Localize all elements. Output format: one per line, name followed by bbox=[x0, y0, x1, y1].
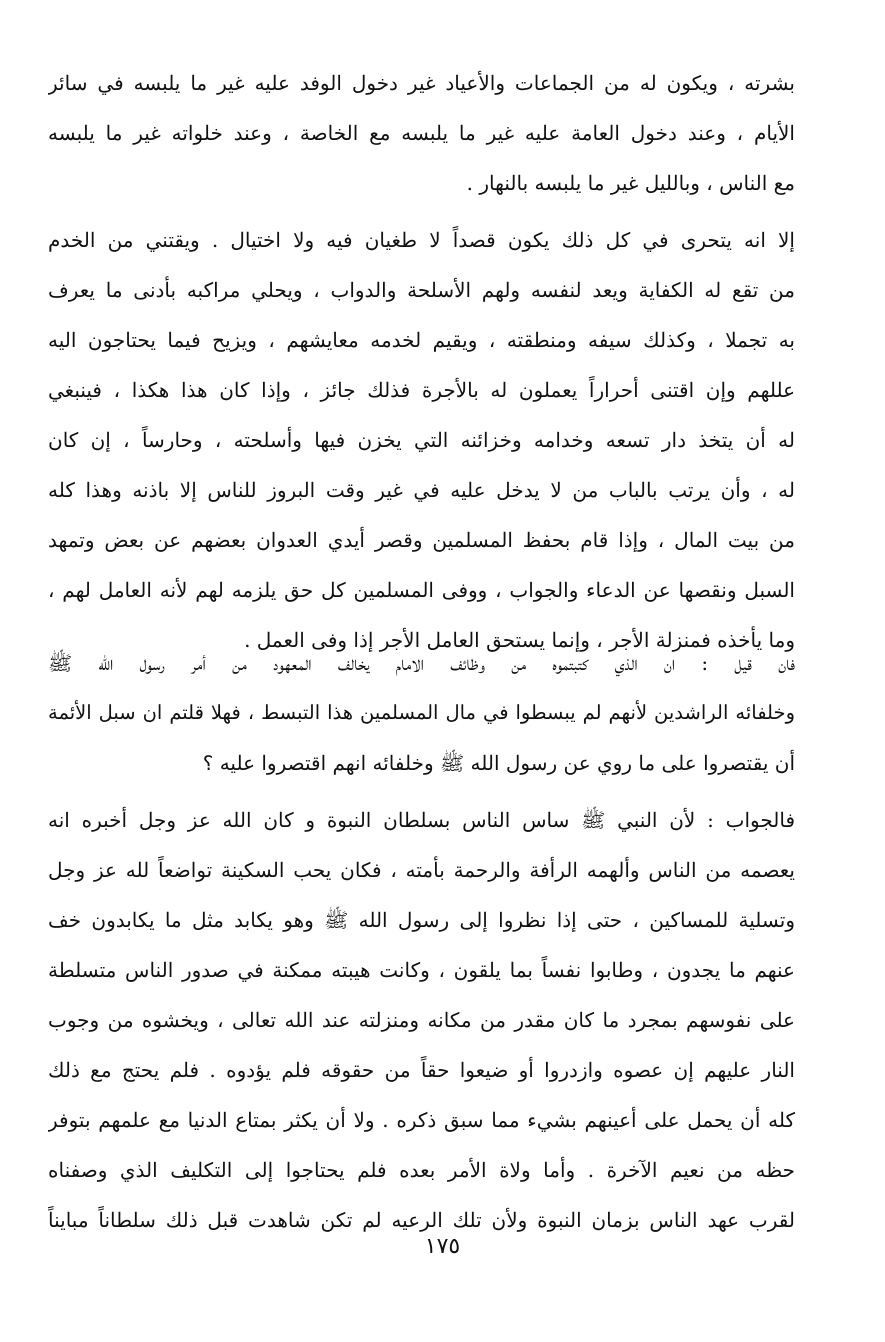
text-line: به تجملا ، وكذلك سيفه ومنطقته ، ويقيم لخدمه معايشهم ، ويزيح فيما يحتاجون اليه bbox=[48, 328, 795, 352]
text-line: لقرب عهد الناس بزمان النبوة ولأن تلك الرعيه لم تكن شاهدت قبل ذلك سلطاناً مبايناً bbox=[48, 1208, 795, 1232]
page-number: ١٧٥ bbox=[424, 1234, 461, 1259]
text-line: من بيت المال ، وإذا قام بحفظ المسلمين وقصر أيدي العدوان بعضهم عن بعض وتمهد bbox=[48, 528, 795, 552]
paragraph-4 bbox=[48, 795, 795, 1245]
text-line: عنهم ما يجدون ، وطابوا نفساً بما يلقون ، وكانت هيبته ممكنة في صدور الناس متسلطة bbox=[48, 958, 795, 982]
paragraph-2 bbox=[48, 215, 795, 665]
text-line: إلا انه يتحرى في كل ذلك يكون قصداً لا طغيان فيه ولا اختيال . ويقتني من الخدم bbox=[48, 228, 795, 252]
text-line: فان قيل : ان الذي كتبتموه من وظائف الامام يخالف المعهود من أمر رسول الله ﷺ bbox=[48, 651, 795, 675]
text-line: يعصمه من الناس وألهمه الرأفة والرحمة بأمته ، فكان يحب السكينة تواضعاً لله عز وجل bbox=[48, 858, 795, 882]
paragraph-3 bbox=[48, 638, 795, 788]
text-line: أن يقتصروا على ما روي عن رسول الله ﷺ وخلفائه انهم اقتصروا عليه ؟ bbox=[202, 751, 795, 775]
text-line: النار عليهم إن عصوه وازدروا أو ضيعوا حقاً من حقوقه فلم يؤدوه . فلم يحتج مع ذلك bbox=[48, 1058, 795, 1082]
text-line: السبل ونقصها عن الدعاء والجواب ، ووفى المسلمين كل حق يلزمه لهم لأنه العامل لهم ، bbox=[48, 578, 795, 602]
text-line: على نفوسهم بمجرد ما كان مقدر من مكانه ومنزلته عند الله تعالى ، ويخشوه من وجوب bbox=[48, 1008, 795, 1032]
text-line: حظه من نعيم الآخرة . وأما ولاة الأمر بعده فلم يحتاجوا إلى التكليف الذي وصفناه bbox=[48, 1158, 795, 1182]
text-line: مع الناس ، وبالليل غير ما يلبسه بالنهار . bbox=[466, 171, 795, 195]
text-line: من تقع له الكفاية ويعد لنفسه ولهم الأسلحة والدواب ، ويحلي مراكبه بأدنى ما يعرف bbox=[48, 278, 795, 302]
text-line: وما يأخذه فمنزلة الأجر ، وإنما يستحق العامل الأجر إذا وفى العمل . bbox=[244, 628, 795, 652]
text-line: فالجواب : لأن النبي ﷺ ساس الناس بسلطان النبوة و كان الله عز وجل أخبره انه bbox=[48, 808, 795, 832]
text-line: الأيام ، وعند دخول العامة عليه غير ما يلبسه مع الخاصة ، وعند خلواته غير ما يلبسه bbox=[48, 121, 795, 145]
text-line: وتسلية للمساكين ، حتى إذا نظروا إلى رسول الله ﷺ وهو يكابد مثل ما يكابدون خف bbox=[48, 908, 795, 932]
text-line: عللهم وإن اقتنى أحراراً يعملون له بالأجرة فذلك جائز ، وإذا كان هذا هكذا ، فينبغي bbox=[48, 378, 795, 402]
text-line: كله أن يحمل على أعينهم بشيء مما سبق ذكره . ولا أن يكثر بمتاع الدنيا مع علمهم بتوفر bbox=[48, 1108, 795, 1132]
text-line: له ، وأن يرتب بالباب من لا يدخل عليه في غير وقت البروز للناس إلا باذنه وهذا كله bbox=[48, 478, 795, 502]
paragraph-1 bbox=[48, 58, 795, 208]
text-line: وخلفائه الراشدين لأنهم لم يبسطوا في مال المسلمين هذا التبسط ، فهلا قلتم ان سبل الأئمة bbox=[48, 701, 795, 724]
text-line: بشرته ، ويكون له من الجماعات والأعياد غير دخول الوفد عليه غير ما يلبسه في سائر bbox=[48, 71, 795, 95]
text-line: له أن يتخذ دار تسعه وخدامه وخزائنه التي يخزن فيها وأسلحته ، وحارساً ، إن كان bbox=[48, 428, 795, 452]
